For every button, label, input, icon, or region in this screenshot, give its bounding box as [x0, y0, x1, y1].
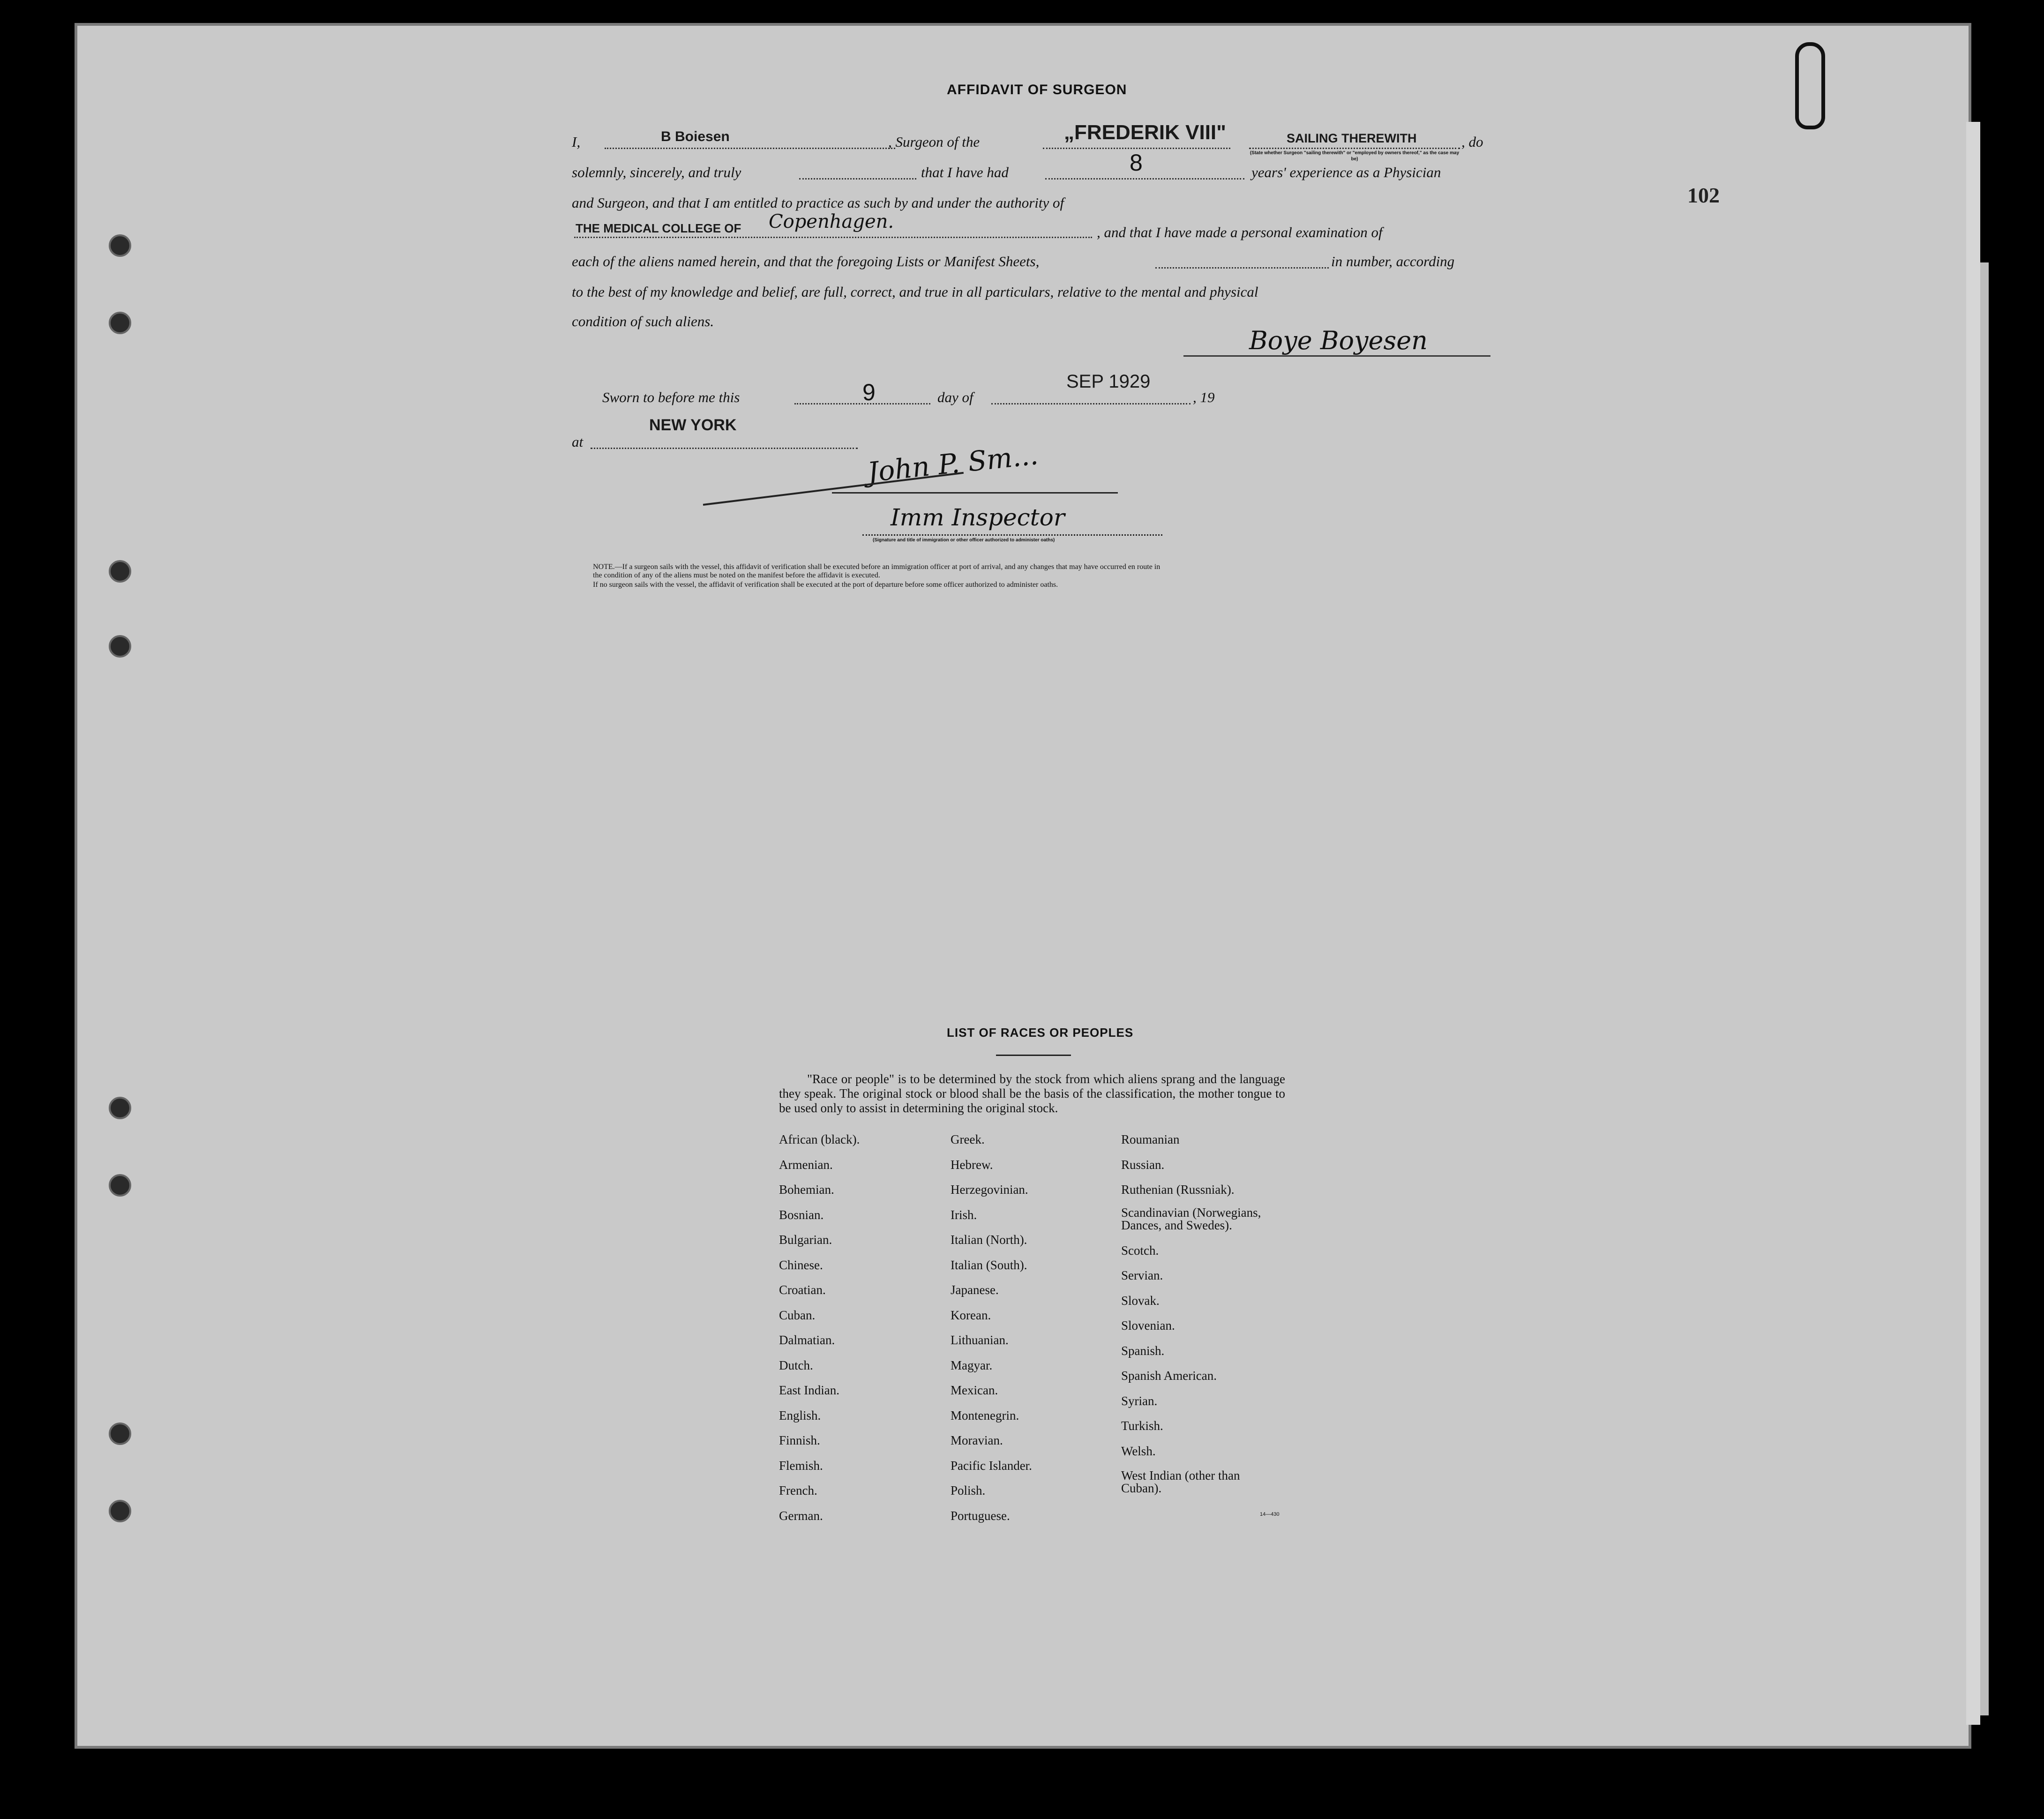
race-item: Finnish.	[779, 1433, 820, 1447]
races-title: LIST OF RACES OR PEOPLES	[947, 1026, 1134, 1040]
race-item: Bosnian.	[779, 1207, 824, 1222]
binding-hole	[109, 1422, 131, 1445]
race-item: Portuguese.	[951, 1508, 1010, 1523]
race-item: Dalmatian.	[779, 1333, 835, 1347]
blank-line	[1249, 148, 1460, 149]
race-item: Bohemian.	[779, 1183, 834, 1197]
sworn-text: , 19	[1193, 389, 1215, 405]
signature-line	[832, 492, 1118, 494]
race-item: Spanish American.	[1121, 1369, 1217, 1383]
affidavit-note: the condition of any of the aliens must be noted on the manifest before the affidavit is executed.	[593, 571, 880, 579]
page-edge	[1966, 122, 1980, 1725]
race-item: Herzegovinian.	[951, 1183, 1028, 1197]
race-item: African (black).	[779, 1132, 860, 1146]
races-intro: "Race or people" is to be determined by the stock from which aliens sprang and the language they speak. The original stock or blood shall be the basis of the classification, the mother tongue to be used only to assist in determining the original stock.	[779, 1072, 1285, 1115]
race-item: Bulgarian.	[779, 1233, 832, 1247]
sailing-note: (State whether Surgeon "sailing therewith" or "employed by owners thereof," as the case may be)	[1250, 150, 1460, 162]
race-item: Hebrew.	[951, 1157, 993, 1172]
sworn-text: at	[572, 434, 584, 450]
sworn-text: Sworn to before me this	[602, 389, 740, 405]
sworn-text: day of	[937, 389, 973, 405]
race-item: Polish.	[951, 1483, 986, 1497]
race-item: Slovenian.	[1121, 1318, 1175, 1332]
affidavit-text: , Surgeon of the	[888, 134, 980, 150]
blank-line	[574, 237, 1092, 238]
race-item: Korean.	[951, 1308, 991, 1322]
binding-hole	[109, 1174, 131, 1197]
race-item: Croatian.	[779, 1283, 826, 1297]
binding-hole	[109, 635, 131, 658]
affidavit-text: years' experience as a Physician	[1251, 164, 1441, 180]
race-item: Pacific Islander.	[951, 1458, 1032, 1473]
races-column-2	[951, 1127, 1032, 1528]
race-item: German.	[779, 1508, 823, 1523]
race-item: Moravian.	[951, 1433, 1003, 1447]
races-column-3	[1121, 1127, 1290, 1495]
race-item: Roumanian	[1121, 1132, 1180, 1146]
race-item: Servian.	[1121, 1268, 1163, 1282]
ship-name: „FREDERIK VIII"	[1064, 121, 1227, 144]
page-number: 102	[1687, 183, 1720, 207]
affidavit-text: that I have had	[921, 164, 1009, 180]
race-item: West Indian (other than Cuban).	[1121, 1468, 1240, 1495]
officer-signature: John P. Sm...	[866, 439, 1040, 488]
officer-title: Imm Inspector	[891, 504, 1065, 531]
surgeon-name: B Boiesen	[661, 129, 730, 144]
sworn-place-stamp: NEW YORK	[649, 416, 737, 434]
race-item: Irish.	[951, 1207, 977, 1222]
race-item: Ruthenian (Russniak).	[1121, 1183, 1235, 1197]
race-item: French.	[779, 1483, 817, 1497]
authority-stamp: THE MEDICAL COLLEGE OF	[576, 221, 741, 235]
signature-line	[1183, 355, 1490, 357]
blank-line	[799, 178, 916, 180]
page-edge	[1980, 262, 1989, 1715]
race-item: Japanese.	[951, 1283, 999, 1297]
affidavit-text: each of the aliens named herein, and that the foregoing Lists or Manifest Sheets,	[572, 253, 1040, 269]
affidavit-text: to the best of my knowledge and belief, are full, correct, and true in all particulars, relative to the mental and physical	[572, 284, 1258, 300]
race-item: Scandinavian (Norwegians, Dances, and Swedes).	[1121, 1205, 1261, 1232]
form-code: 14—430	[1260, 1512, 1280, 1517]
binding-hole	[109, 1097, 131, 1119]
affidavit-title: AFFIDAVIT OF SURGEON	[947, 82, 1127, 97]
race-item: Italian (North).	[951, 1233, 1027, 1247]
races-column-1	[779, 1127, 860, 1528]
affidavit-note: NOTE.—If a surgeon sails with the vessel, this affidavit of verification shall be executed before an immigration officer at port of arrival, and any changes that may have occurred en route in	[593, 563, 1161, 571]
affidavit-text: , and that I have made a personal examination of	[1097, 224, 1383, 240]
authority-handwritten: Copenhagen.	[769, 211, 894, 232]
sworn-day: 9	[862, 379, 876, 405]
race-item: Greek.	[951, 1132, 985, 1146]
race-item: Turkish.	[1121, 1419, 1163, 1433]
race-item: East Indian.	[779, 1383, 839, 1397]
binding-hole	[109, 1500, 131, 1522]
race-item: Italian (South).	[951, 1258, 1027, 1272]
title-rule	[996, 1055, 1071, 1056]
race-item: Chinese.	[779, 1258, 823, 1272]
race-item: Russian.	[1121, 1157, 1165, 1172]
race-item: Mexican.	[951, 1383, 998, 1397]
race-item: Slovak.	[1121, 1293, 1160, 1308]
affidavit-text: and Surgeon, and that I am entitled to practice as such by and under the authority of	[572, 195, 1064, 211]
surgeon-signature: Boye Boyesen	[1249, 326, 1428, 355]
race-item: Spanish.	[1121, 1343, 1165, 1358]
sailing-stamp: SAILING THEREWITH	[1287, 131, 1417, 145]
race-item: Lithuanian.	[951, 1333, 1009, 1347]
affidavit-text: solemnly, sincerely, and truly	[572, 164, 741, 180]
years-experience: 8	[1130, 150, 1143, 176]
binding-hole	[109, 234, 131, 257]
affidavit-text: , do	[1461, 134, 1483, 150]
affidavit-text: in number, according	[1331, 253, 1455, 269]
binding-hole	[109, 560, 131, 583]
race-item: Magyar.	[951, 1358, 993, 1372]
binding-hole	[109, 312, 131, 334]
blank-line	[1045, 178, 1244, 180]
race-item: Welsh.	[1121, 1444, 1156, 1458]
race-item: Flemish.	[779, 1458, 823, 1473]
paperclip-icon	[1795, 42, 1825, 129]
race-item: Montenegrin.	[951, 1408, 1019, 1422]
race-item: Dutch.	[779, 1358, 813, 1372]
race-item: Syrian.	[1121, 1393, 1158, 1408]
affidavit-note: If no surgeon sails with the vessel, the affidavit of verification shall be executed at the port of departure before some officer authorized to administer oaths.	[593, 581, 1058, 589]
race-item: English.	[779, 1408, 821, 1422]
race-item: Cuban.	[779, 1308, 816, 1322]
blank-line	[991, 403, 1190, 404]
race-item: Scotch.	[1121, 1243, 1159, 1258]
sworn-date-stamp: SEP 1929	[1066, 371, 1151, 392]
signature-line	[862, 534, 1162, 536]
blank-line	[591, 448, 858, 449]
affidavit-text: I,	[572, 134, 581, 150]
blank-line	[1155, 267, 1329, 269]
race-item: Armenian.	[779, 1157, 833, 1172]
affidavit-text: condition of such aliens.	[572, 313, 714, 329]
blank-line	[605, 148, 895, 149]
signature-caption: (Signature and title of immigration or other officer authorized to administer oaths)	[873, 538, 1055, 543]
